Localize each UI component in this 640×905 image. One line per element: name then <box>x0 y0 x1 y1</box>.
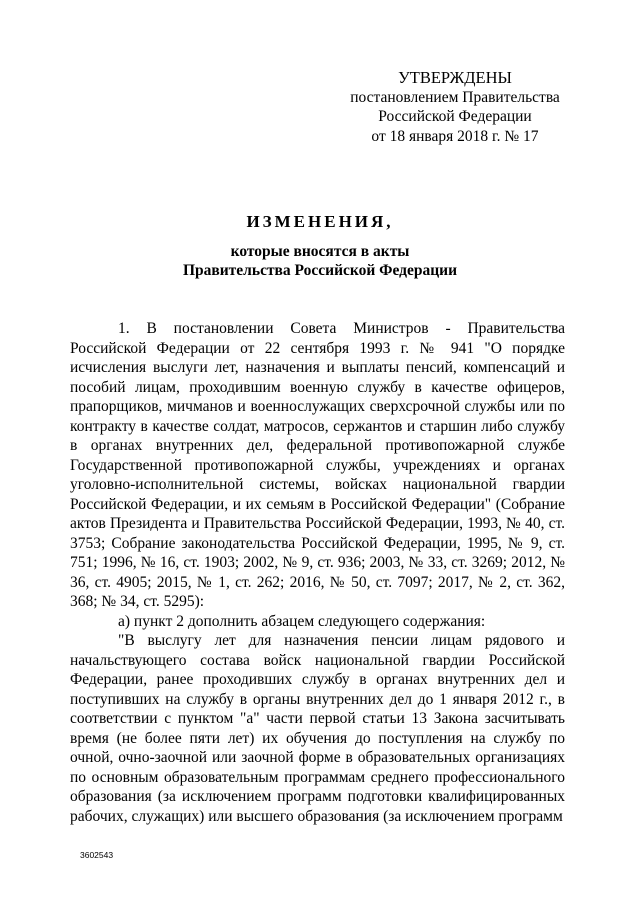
paragraph-1: 1. В постановлении Совета Министров - Правительства Российской Федерации от 22 сентября 1993 г. № 941 "О порядке исчисления выслуги лет, назначения и выплаты пенсий, компенсаций и пособий лицам, проходившим военную службу в качестве офицеров, прапорщиков, мичманов и военнослужащих сверхсрочной службы или по контракту в качестве солдат, матросов, сержантов и старшин либо службу в органах внутренних дел, федеральной противопожарной службе Государственной противопожарной службы, учреждениях и органах уголовно-исполнительной системы, войсках национальной гвардии Российской Федерации, и их семьям в Российской Федерации" (Собрание актов Президента и Правительства Российской Федерации, 1993, № 40, ст. 3753; Собрание законодательства Российской Федерации, 1995, № 9, ст. 751; 1996, № 16, ст. 1903; 2002, № 9, ст. 936; 2003, № 33, ст. 3269; 2012, № 36, ст. 4905; 2015, № 1, ст. 262; 2016, № 50, ст. 7097; 2017, № 2, ст. 362, 368; № 34, ст. 5295): <box>70 320 565 610</box>
approval-title: УТВЕРЖДЕНЫ <box>398 68 512 87</box>
approval-authority: постановлением Правительства <box>350 88 560 106</box>
approval-country: Российской Федерации <box>378 108 532 125</box>
approval-stamp <box>340 68 570 146</box>
document-title: ИЗМЕНЕНИЯ, <box>246 212 394 231</box>
paragraph-3: "В выслугу лет для назначения пенсии лицам рядового и начальствующего состава войск национальной гвардии Российской Федерации, ранее проходивших службу в органах внутренних дел и поступивших на службу в органы внутренних дел до 1 января 2012 г., в соответствии с пунктом "а" части первой статьи 13 Закона засчитывать время (не более пяти лет) их обучения до поступления на службу по очной, очно-заочной или заочной форме в образовательных организациях по основным образовательным программам среднего профессионального образования (за исключением программ подготовки квалифицированных рабочих, служащих) или высшего образования (за исключением программ <box>70 632 565 825</box>
document-code: 3602543 <box>80 850 114 860</box>
approval-date-number: от 18 января 2018 г. № 17 <box>371 127 539 145</box>
document-subtitle-line1: которые вносятся в акты <box>230 243 410 260</box>
paragraph-2: а) пункт 2 дополнить абзацем следующего содержания: <box>118 612 486 630</box>
document-body <box>70 319 565 826</box>
document-subtitle-line2: Правительства Российской Федерации <box>182 262 458 279</box>
